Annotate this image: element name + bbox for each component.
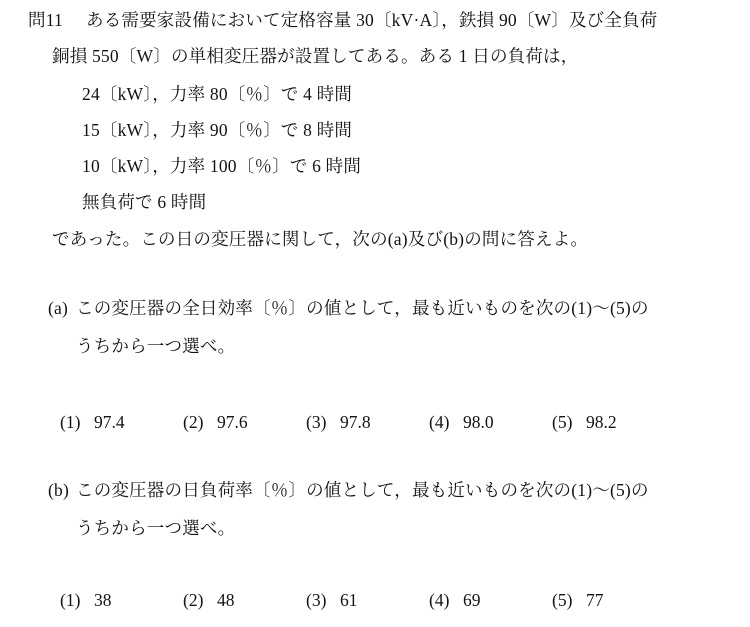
choice-a-1-number: (1): [60, 412, 81, 432]
choice-b-4[interactable]: [429, 590, 552, 611]
subquestion-b-line-1: [48, 482, 649, 500]
choice-a-2-value: 97.6: [217, 412, 248, 432]
choice-a-2-number: (2): [183, 412, 204, 432]
choice-a-5[interactable]: [552, 412, 675, 433]
subquestion-a-text-1: この変圧器の全日効率〔％〕の値として，最も近いものを次の(1)〜(5)の: [76, 298, 649, 318]
subquestion-b-marker: (b): [48, 480, 70, 500]
choice-b-5-number: (5): [552, 590, 573, 610]
subquestion-a-marker: (a): [48, 298, 69, 318]
choice-a-4-value: 98.0: [463, 412, 494, 432]
choice-b-3-number: (3): [306, 590, 327, 610]
choice-b-4-value: 69: [463, 590, 481, 610]
choice-a-4-number: (4): [429, 412, 450, 432]
choice-a-3[interactable]: [306, 412, 429, 433]
choice-a-2[interactable]: [183, 412, 306, 433]
load-condition-3: 10〔kW〕，力率 100〔％〕で 6 時間: [82, 156, 362, 176]
choice-b-3-value: 61: [340, 590, 358, 610]
choice-a-5-number: (5): [552, 412, 573, 432]
subquestion-a-choices: [60, 412, 740, 433]
subquestion-a-line-1: [48, 300, 649, 318]
problem-statement-line-2: 銅損 550〔W〕の単相変圧器が設置してある。ある 1 日の負荷は，: [52, 46, 579, 66]
choice-b-2-value: 48: [217, 590, 235, 610]
load-condition-4: 無負荷で 6 時間: [82, 192, 207, 212]
choice-b-2-number: (2): [183, 590, 204, 610]
problem-header: [28, 12, 732, 30]
choice-b-1-value: 38: [94, 590, 112, 610]
load-condition-1: 24〔kW〕，力率 80〔％〕で 4 時間: [82, 84, 353, 104]
choice-a-5-value: 98.2: [586, 412, 617, 432]
choice-a-3-number: (3): [306, 412, 327, 432]
choice-b-5-value: 77: [586, 590, 604, 610]
choice-b-1[interactable]: [60, 590, 183, 611]
choice-a-3-value: 97.8: [340, 412, 371, 432]
choice-b-3[interactable]: [306, 590, 429, 611]
choice-b-5[interactable]: [552, 590, 675, 611]
problem-statement-line-1: ある需要家設備において定格容量 30〔kV·A〕，鉄損 90〔W〕及び全負荷: [86, 10, 658, 30]
subquestion-a-text-2: うちから一つ選べ。: [76, 336, 236, 356]
problem-number: 問11: [28, 10, 63, 30]
subquestion-b-choices: [60, 590, 740, 611]
subquestion-b-text-2: うちから一つ選べ。: [76, 518, 236, 538]
choice-a-1[interactable]: [60, 412, 183, 433]
choice-a-1-value: 97.4: [94, 412, 125, 432]
choice-a-4[interactable]: [429, 412, 552, 433]
subquestion-b-text-1: この変圧器の日負荷率〔％〕の値として，最も近いものを次の(1)〜(5)の: [76, 480, 649, 500]
load-condition-2: 15〔kW〕，力率 90〔％〕で 8 時間: [82, 120, 353, 140]
problem-statement-line-closing: であった。この日の変圧器に関して，次の(a)及び(b)の問に答えよ。: [52, 229, 589, 249]
choice-b-1-number: (1): [60, 590, 81, 610]
choice-b-4-number: (4): [429, 590, 450, 610]
choice-b-2[interactable]: [183, 590, 306, 611]
